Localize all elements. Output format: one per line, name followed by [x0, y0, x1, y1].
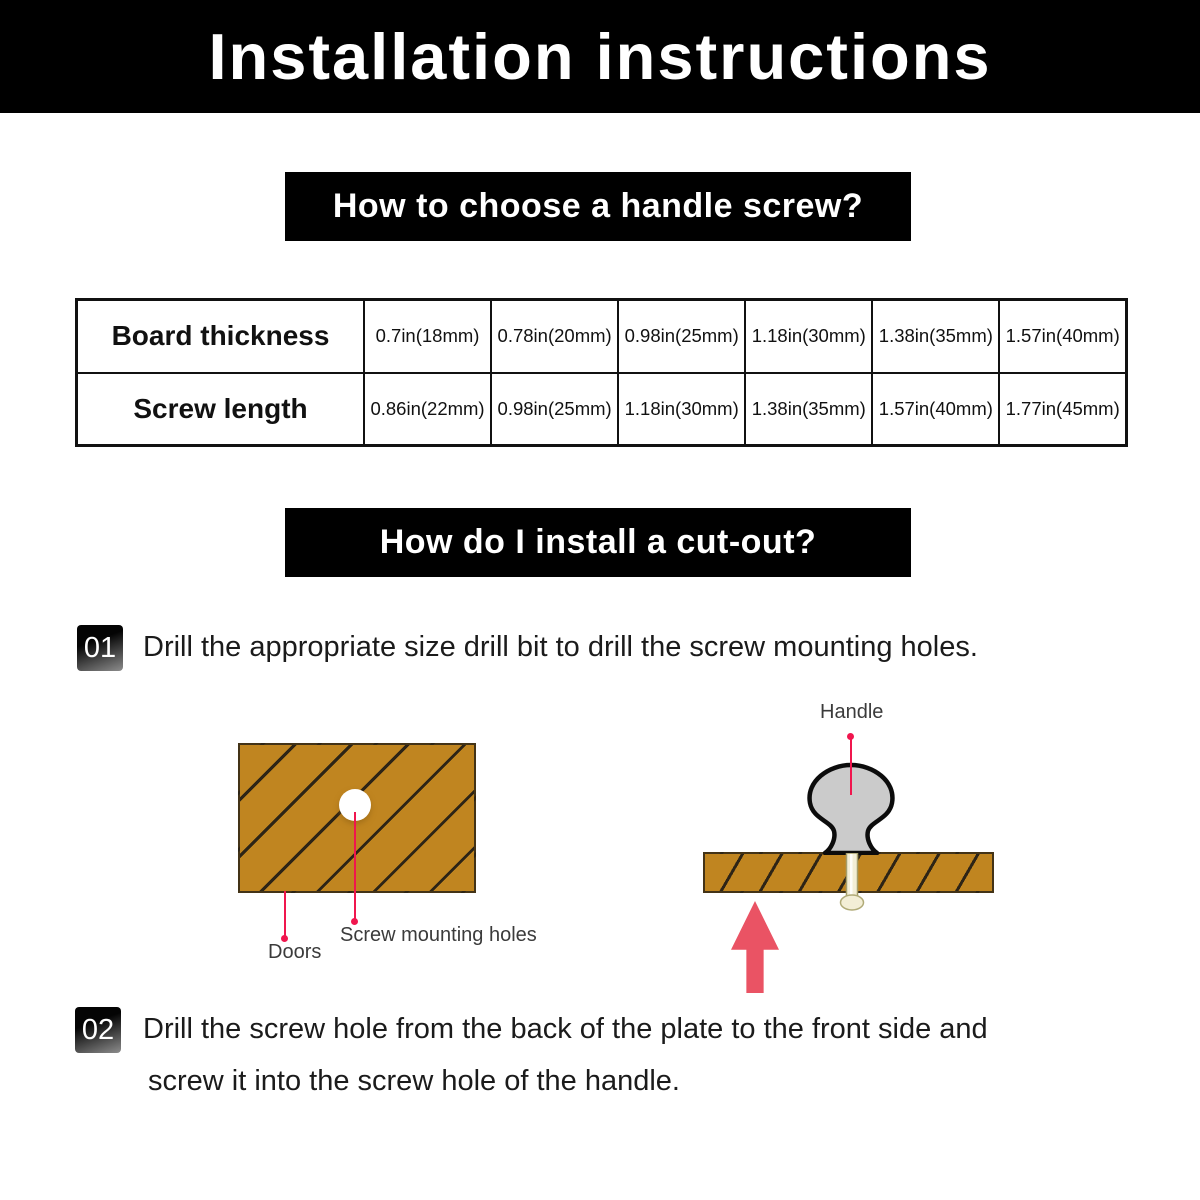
row-label-board-thickness: Board thickness [77, 300, 365, 373]
table-cell: 1.38in(35mm) [745, 373, 872, 446]
callout-line-screw-holes [354, 812, 356, 920]
table-cell: 1.57in(40mm) [872, 373, 999, 446]
table-cell: 0.7in(18mm) [364, 300, 491, 373]
step-number: 01 [83, 631, 117, 664]
callout-line-handle [850, 738, 852, 795]
step-02-text-line-1: Drill the screw hole from the back of the plate to the front side and [143, 1013, 988, 1045]
up-arrow-icon [731, 901, 779, 993]
page-title: Installation instructions [208, 20, 992, 93]
step-02-text-line-2: screw it into the screw hole of the handle. [148, 1065, 680, 1097]
table-cell: 1.18in(30mm) [618, 373, 745, 446]
step-badge-02 [75, 1007, 121, 1053]
table-cell: 1.38in(35mm) [872, 300, 999, 373]
step-number: 02 [81, 1013, 115, 1046]
table-row-screw-length [77, 373, 1127, 446]
step-01-text: Drill the appropriate size drill bit to drill the screw mounting holes. [143, 631, 978, 663]
table-cell: 0.78in(20mm) [491, 300, 618, 373]
label-screw-mounting-holes: Screw mounting holes [340, 924, 537, 946]
label-handle: Handle [820, 701, 884, 723]
section-heading-screw [285, 172, 911, 241]
screw-illustration [839, 853, 865, 912]
screw-spec-table [75, 298, 1128, 447]
table-cell: 1.57in(40mm) [999, 300, 1126, 373]
callout-line-doors [284, 891, 286, 937]
table-cell: 0.98in(25mm) [491, 373, 618, 446]
table-cell: 1.18in(30mm) [745, 300, 872, 373]
table-cell: 0.86in(22mm) [364, 373, 491, 446]
label-doors: Doors [268, 941, 322, 963]
table-cell: 1.77in(45mm) [999, 373, 1126, 446]
table-cell: 0.98in(25mm) [618, 300, 745, 373]
table-row-board-thickness [77, 300, 1127, 373]
row-label-screw-length: Screw length [77, 373, 365, 446]
page-banner [0, 0, 1200, 113]
section-heading-cutout [285, 508, 911, 577]
section-heading-cutout-text: How do I install a cut-out? [379, 523, 817, 561]
step-badge-01 [77, 625, 123, 671]
section-heading-screw-text: How to choose a handle screw? [332, 187, 864, 225]
